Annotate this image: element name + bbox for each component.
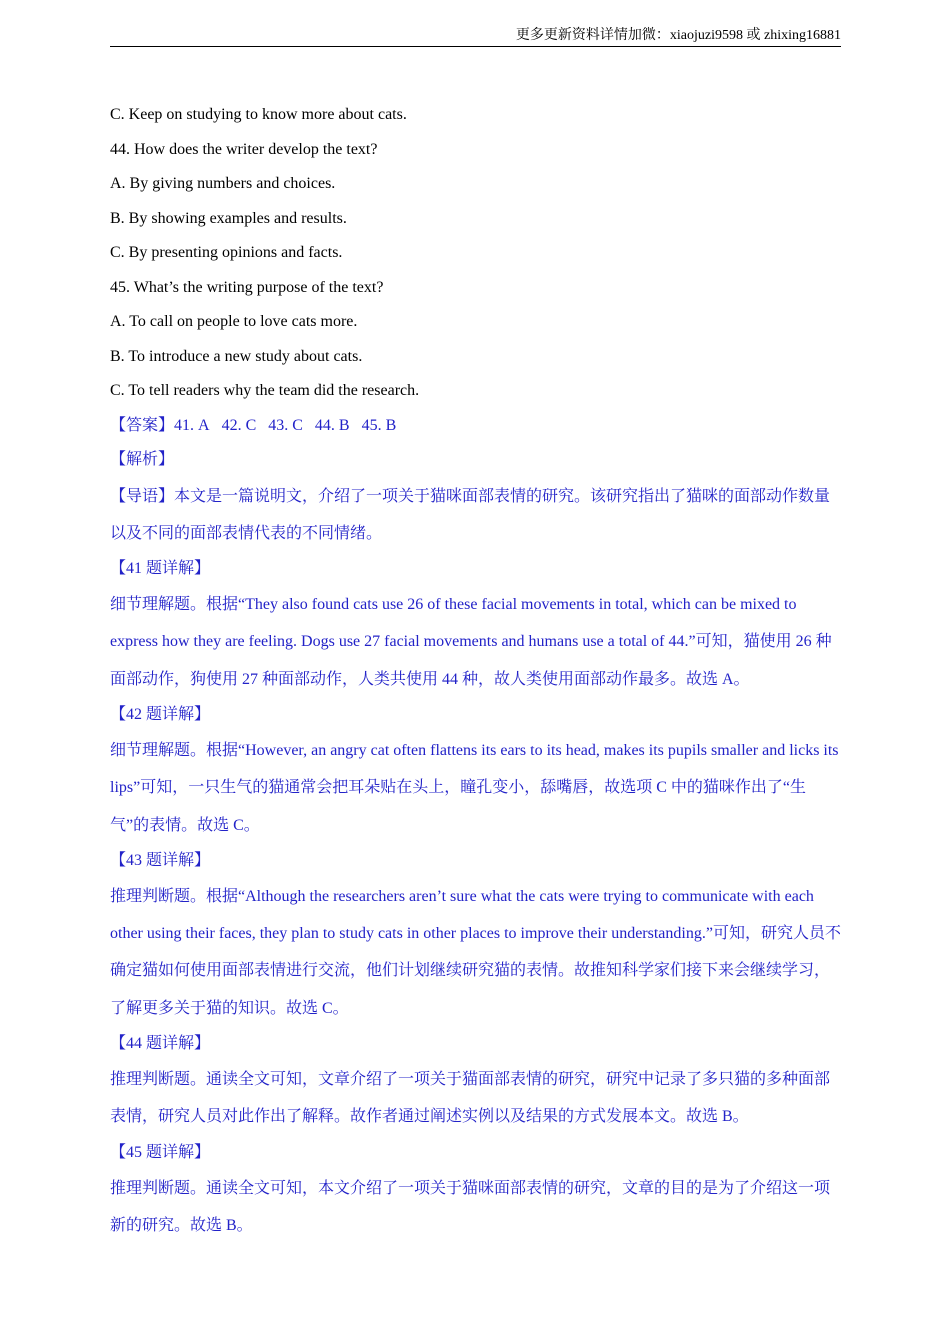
answer-item: 43. C (268, 416, 303, 434)
answer-item: 44. B (314, 416, 350, 434)
answer-line (110, 409, 841, 444)
q44-detail-text: 推理判断题。通读全文可知，文章介绍了一项关于猫面部表情的研究，研究中记录了多只猫的多种面部表情，研究人员对此作出了解释。故作者通过阐述实例以及结果的方式发展本文。故选 B。 (110, 1071, 831, 1126)
q44-option-c: C. By presenting opinions and facts. (110, 244, 343, 261)
q43-option-c: C. Keep on studying to know more about cats. (110, 106, 407, 123)
analysis-intro: 【导语】本文是一篇说明文，介绍了一项关于猫咪面部表情的研究。该研究指出了猫咪的面部动作数量以及不同的面部表情代表的不同情绪。 (110, 487, 831, 542)
q43-detail-text: 推理判断题。根据“Although the researchers aren’t sure what the cats were trying to communicate with each other using their faces, they plan to study cats in other places to improve their understanding.”可知，研究人员不确定猫如何使用面部表情进行交流，他们计划继续研究猫的表情。故推知科学家们接下来会继续学习，了解更多关于猫的知识。故选 C。 (110, 887, 841, 1017)
q45-detail-title: 【45 题详解】 (110, 1143, 211, 1161)
page-header (110, 26, 841, 47)
q44-stem: 44. How does the writer develop the text? (110, 140, 378, 158)
q43-detail-title: 【43 题详解】 (110, 851, 211, 869)
q41-detail-text: 细节理解题。根据“They also found cats use 26 of these facial movements in total, which can be mixed to express how they are feeling. Dogs use 27 facial movements and humans use a total of 44.”可知，猫使用 26 种面部动作，狗使用 27 种面部动作，人类共使用 44 种，故人类使用面部动作最多。故选 A。 (110, 596, 832, 688)
q45-option-a: A. To call on people to love cats more. (110, 313, 358, 330)
q45-option-b: B. To introduce a new study about cats. (110, 347, 363, 365)
answer-item: 41. A (174, 416, 210, 434)
document-body (110, 98, 841, 1244)
header-text: 更多更新资料详情加微：xiaojuzi9598 或 zhixing16881 (515, 28, 841, 43)
q45-stem: 45. What’s the writing purpose of the text? (110, 278, 384, 296)
q42-detail-title: 【42 题详解】 (110, 705, 211, 723)
q44-option-a: A. By giving numbers and choices. (110, 175, 336, 192)
q45-detail-text: 推理判断题。通读全文可知，本文介绍了一项关于猫咪面部表情的研究，文章的目的是为了介绍这一项新的研究。故选 B。 (110, 1179, 831, 1234)
q44-option-b: B. By showing examples and results. (110, 209, 347, 227)
q45-option-c: C. To tell readers why the team did the research. (110, 382, 420, 399)
q41-detail-title: 【41 题详解】 (110, 560, 211, 578)
q44-detail-title: 【44 题详解】 (110, 1035, 211, 1053)
analysis-label: 【解析】 (110, 451, 175, 468)
q42-detail-text: 细节理解题。根据“However, an angry cat often flattens its ears to its head, makes its pupils smaller and licks its lips”可知，一只生气的猫通常会把耳朵贴在头上，瞳孔变小，舔嘴唇，故选项 C 中的猫咪作出了“生气”的表情。故选 C。 (110, 741, 839, 834)
answer-label: 【答案】 (110, 416, 175, 434)
answer-item: 45. B (361, 416, 397, 434)
answer-item: 42. C (221, 416, 257, 434)
